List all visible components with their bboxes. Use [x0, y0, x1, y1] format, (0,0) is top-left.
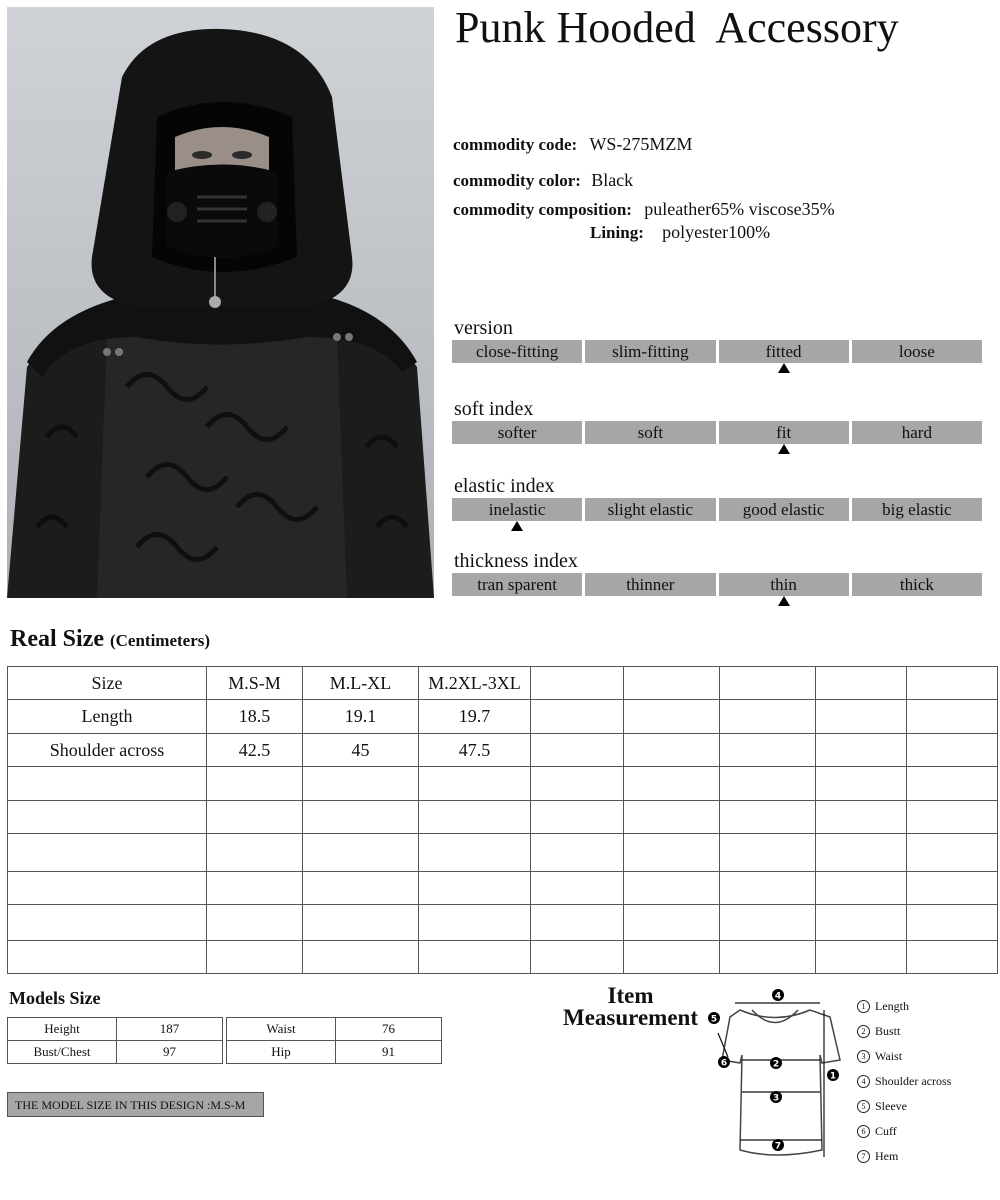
models-table-row: [8, 1041, 223, 1064]
legend-item: [857, 1019, 951, 1044]
index-option-label: loose: [898, 342, 935, 361]
size-table-row: [8, 767, 998, 801]
size-table-cell: [303, 834, 419, 872]
commodity-color-label: commodity color:: [453, 171, 581, 190]
models-table-cell: Bust/Chest: [8, 1041, 117, 1064]
index-option: [719, 340, 849, 363]
size-table-cell: [907, 872, 998, 905]
commodity-code-value: WS-275MZM: [589, 134, 693, 154]
index-option-label: hard: [901, 423, 932, 442]
size-table-row: [8, 834, 998, 872]
size-table-cell: [907, 941, 998, 974]
size-table-cell: [624, 941, 720, 974]
legend-number: 7: [857, 1150, 870, 1163]
item-measurement-title: [563, 985, 698, 1029]
models-table-row: [227, 1018, 442, 1041]
size-table-cell: [531, 905, 624, 941]
size-table-cell: [624, 905, 720, 941]
legend-item: [857, 1069, 951, 1094]
product-photo: [7, 7, 434, 598]
product-title: Punk Hooded Accessory: [455, 3, 899, 52]
commodity-color-row: [453, 170, 633, 191]
size-table-cell: [816, 941, 907, 974]
size-table-cell: [531, 734, 624, 767]
size-table-cell: M.2XL-3XL: [419, 667, 531, 700]
index-option: [852, 573, 982, 596]
index-label: soft index: [454, 398, 534, 420]
models-table-cell: 97: [117, 1041, 223, 1064]
size-table-cell: [720, 767, 816, 801]
legend-label: Cuff: [875, 1124, 897, 1138]
commodity-composition-label: commodity composition:: [453, 200, 632, 219]
size-table-cell: [907, 667, 998, 700]
index-option-label: good elastic: [742, 500, 825, 519]
size-table-cell: [419, 872, 531, 905]
selected-indicator-icon: [511, 521, 523, 531]
size-table-cell: [207, 941, 303, 974]
index-option: [719, 421, 849, 444]
size-table-cell: [907, 734, 998, 767]
size-table-cell: [8, 941, 207, 974]
index-option: [585, 498, 715, 521]
size-table-cell: [624, 667, 720, 700]
index-option: [585, 421, 715, 444]
index-bar: [452, 573, 982, 596]
index-label: version: [454, 317, 513, 339]
index-option-label: thinner: [626, 575, 675, 594]
size-table-row: [8, 941, 998, 974]
legend-item: [857, 1044, 951, 1069]
size-table-cell: 47.5: [419, 734, 531, 767]
index-option-label: fitted: [765, 342, 802, 361]
size-table-cell: [419, 767, 531, 801]
size-table-cell: [907, 801, 998, 834]
size-table-cell: [207, 905, 303, 941]
models-table-cell: Height: [8, 1018, 117, 1041]
index-option: [852, 498, 982, 521]
index-option: [585, 340, 715, 363]
real-size-title: [10, 626, 210, 653]
size-table-cell: M.S-M: [207, 667, 303, 700]
size-table-cell: [624, 801, 720, 834]
diagram-marker-number: 5: [710, 1014, 718, 1025]
size-table-cell: 42.5: [207, 734, 303, 767]
index-label: thickness index: [454, 550, 578, 572]
size-table-cell: Length: [8, 700, 207, 734]
size-table-cell: [207, 767, 303, 801]
legend-number: 5: [857, 1100, 870, 1113]
index-option: [585, 573, 715, 596]
legend-label: Shoulder across: [875, 1074, 952, 1088]
size-table-cell: [531, 834, 624, 872]
real-size-unit: (Centimeters): [109, 631, 211, 650]
size-table-cell: [816, 872, 907, 905]
index-option: [852, 340, 982, 363]
size-table-cell: [8, 905, 207, 941]
legend-item: [857, 1094, 951, 1119]
commodity-composition-row: [453, 199, 835, 220]
size-table-cell: M.L-XL: [303, 667, 419, 700]
selected-indicator-icon: [778, 363, 790, 373]
size-table-cell: 18.5: [207, 700, 303, 734]
size-table-cell: [531, 801, 624, 834]
index-option: [452, 421, 582, 444]
lining-row: [590, 222, 770, 243]
index-option-label: close-fitting: [476, 342, 559, 361]
commodity-color-value: Black: [591, 170, 634, 190]
size-table-cell: Shoulder across: [8, 734, 207, 767]
index-bar: [452, 421, 982, 444]
size-table-cell: [720, 700, 816, 734]
size-table-cell: [624, 834, 720, 872]
size-table-row: [8, 700, 998, 734]
legend-label: Length: [875, 999, 909, 1013]
models-table-row: [8, 1018, 223, 1041]
size-table-cell: 19.1: [303, 700, 419, 734]
size-table-cell: [624, 700, 720, 734]
size-table-cell: 45: [303, 734, 419, 767]
size-table-cell: 19.7: [419, 700, 531, 734]
size-table-cell: [531, 872, 624, 905]
size-table-cell: [531, 941, 624, 974]
size-table-cell: [8, 801, 207, 834]
legend-number: 1: [857, 1000, 870, 1013]
size-table-cell: [720, 801, 816, 834]
index-option-label: slim-fitting: [612, 342, 689, 361]
diagram-marker-number: 7: [774, 1141, 782, 1152]
size-table-cell: [303, 767, 419, 801]
legend-number: 3: [857, 1050, 870, 1063]
models-table-cell: 187: [117, 1018, 223, 1041]
size-table-cell: [816, 667, 907, 700]
diagram-marker-number: 3: [772, 1093, 780, 1104]
legend-item: [857, 1144, 951, 1169]
index-label: elastic index: [454, 475, 555, 497]
diagram-marker-number: 2: [772, 1059, 780, 1070]
size-table-cell: [907, 834, 998, 872]
item-measurement-title-line1: Item: [607, 983, 654, 1008]
size-table-cell: [907, 767, 998, 801]
model-size-note: THE MODEL SIZE IN THIS DESIGN :M.S-M: [7, 1092, 264, 1117]
size-table-cell: [303, 872, 419, 905]
diagram-marker-number: 4: [774, 991, 782, 1002]
legend-item: [857, 994, 951, 1019]
index-option: [452, 340, 582, 363]
index-option: [852, 421, 982, 444]
measurement-legend: [857, 994, 951, 1169]
size-table-cell: [207, 872, 303, 905]
size-table-row: [8, 872, 998, 905]
models-table-cell: Waist: [227, 1018, 336, 1041]
models-size-title: Models Size: [9, 988, 101, 1008]
commodity-composition-value: puleather65% viscose35%: [644, 199, 835, 219]
diagram-marker-number: 6: [720, 1058, 728, 1069]
index-bar: [452, 498, 982, 521]
models-table-left: [7, 1017, 223, 1064]
size-table-cell: [720, 941, 816, 974]
size-table-cell: [207, 801, 303, 834]
size-table-cell: [419, 801, 531, 834]
size-table-cell: [303, 905, 419, 941]
size-table-cell: [720, 834, 816, 872]
models-table-row: [227, 1041, 442, 1064]
size-table-cell: [8, 767, 207, 801]
index-option-label: inelastic: [488, 500, 546, 519]
models-table-right: [226, 1017, 442, 1064]
size-table-cell: [816, 801, 907, 834]
index-option-label: thin: [770, 575, 797, 594]
index-option-label: slight elastic: [607, 500, 694, 519]
lining-label: Lining:: [590, 223, 644, 242]
index-option-label: soft: [637, 423, 664, 442]
size-table-cell: [624, 734, 720, 767]
index-option: [452, 498, 582, 521]
size-table-cell: [419, 834, 531, 872]
size-table-cell: [720, 667, 816, 700]
legend-item: [857, 1119, 951, 1144]
models-table-cell: 91: [336, 1041, 442, 1064]
size-table-cell: [207, 834, 303, 872]
commodity-code-label: commodity code:: [453, 135, 578, 154]
size-table-cell: [720, 905, 816, 941]
models-table-cell: Hip: [227, 1041, 336, 1064]
legend-number: 4: [857, 1075, 870, 1088]
commodity-code-row: [453, 134, 692, 155]
diagram-marker-number: 1: [829, 1071, 837, 1082]
legend-label: Waist: [875, 1049, 903, 1063]
real-size-heading: Real Size: [10, 626, 104, 652]
size-table: [7, 666, 998, 974]
legend-label: Hem: [875, 1149, 899, 1163]
index-option-label: fit: [776, 423, 792, 442]
item-measurement-title-line2: Measurement: [563, 1005, 698, 1030]
size-table-cell: [816, 700, 907, 734]
garment-diagram: [700, 985, 850, 1165]
size-table-row: [8, 905, 998, 941]
size-table-cell: [419, 941, 531, 974]
size-table-cell: [816, 905, 907, 941]
lining-value: polyester100%: [662, 222, 771, 242]
size-table-row: [8, 734, 998, 767]
size-table-row: [8, 801, 998, 834]
size-table-cell: [303, 801, 419, 834]
selected-indicator-icon: [778, 444, 790, 454]
legend-label: Bustt: [875, 1024, 901, 1038]
size-table-cell: [816, 767, 907, 801]
index-option: [719, 573, 849, 596]
legend-number: 2: [857, 1025, 870, 1038]
size-table-cell: [8, 834, 207, 872]
index-option-label: thick: [899, 575, 934, 594]
size-table-cell: [419, 905, 531, 941]
size-table-cell: [531, 700, 624, 734]
size-table-cell: [907, 905, 998, 941]
index-option-label: softer: [497, 423, 537, 442]
selected-indicator-icon: [778, 596, 790, 606]
size-table-row: [8, 667, 998, 700]
size-table-cell: [816, 734, 907, 767]
index-option: [452, 573, 582, 596]
size-table-cell: Size: [8, 667, 207, 700]
size-table-cell: [8, 872, 207, 905]
index-option-label: tran sparent: [477, 575, 558, 594]
size-table-cell: [816, 834, 907, 872]
size-table-cell: [720, 734, 816, 767]
legend-label: Sleeve: [875, 1099, 907, 1113]
index-option: [719, 498, 849, 521]
models-table-cell: 76: [336, 1018, 442, 1041]
model-illustration: [7, 7, 434, 598]
size-table-cell: [624, 767, 720, 801]
size-table-cell: [303, 941, 419, 974]
index-option-label: big elastic: [882, 500, 952, 519]
size-table-cell: [531, 667, 624, 700]
size-table-cell: [624, 872, 720, 905]
size-table-cell: [720, 872, 816, 905]
index-bar: [452, 340, 982, 363]
size-table-cell: [907, 700, 998, 734]
legend-number: 6: [857, 1125, 870, 1138]
size-table-cell: [531, 767, 624, 801]
